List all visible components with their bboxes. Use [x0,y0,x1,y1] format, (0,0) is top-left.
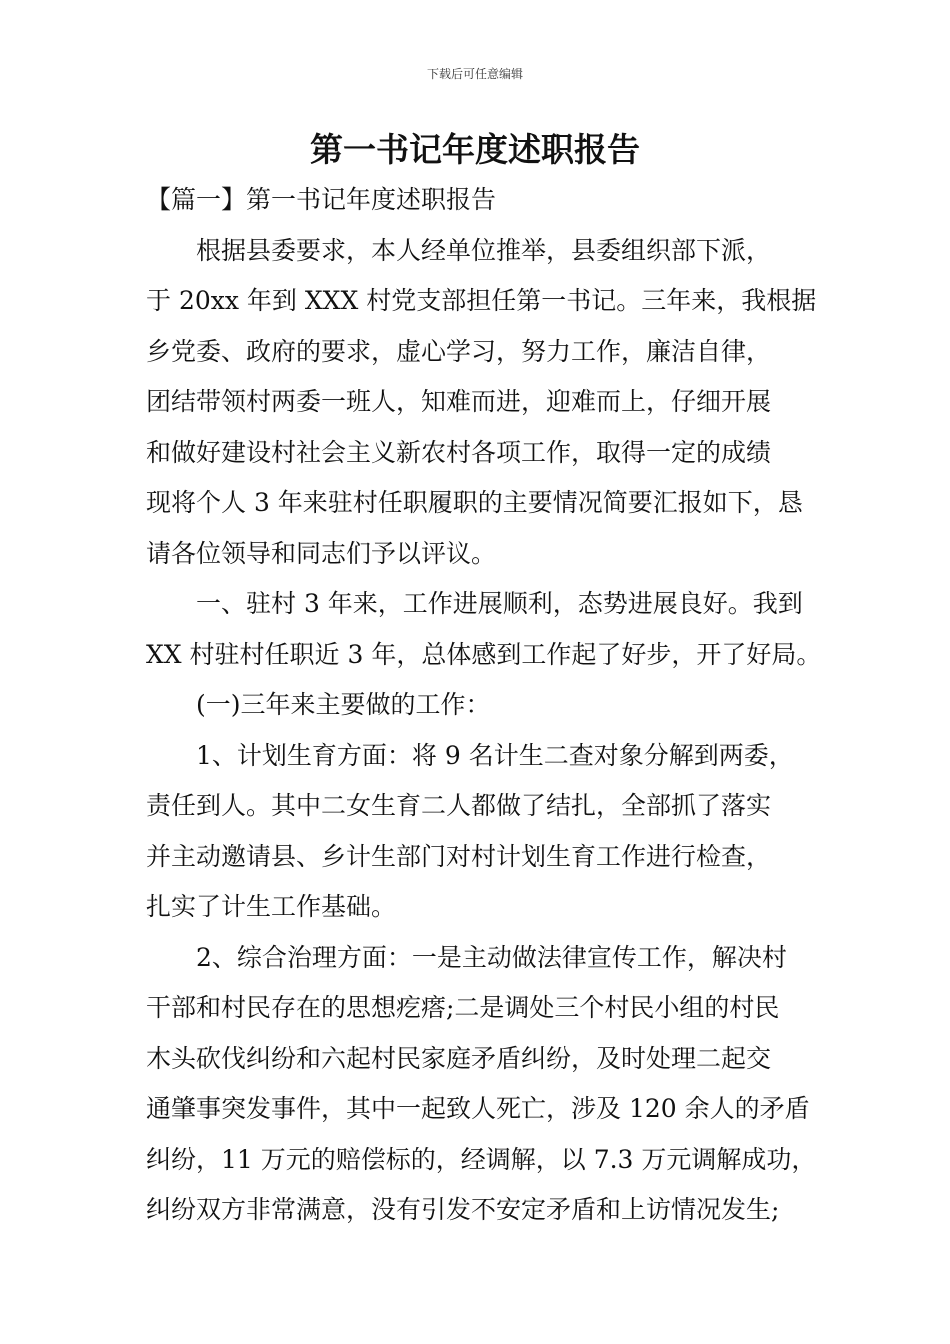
text-line: 扎实了计生工作基础。 [146,892,397,921]
text-line: 通肇事突发事件，其中一起致人死亡，涉及 120 余人的矛盾 [146,1094,810,1123]
text-line: 根据县委要求，本人经单位推举，县委组织部下派， [196,235,772,265]
text-line: 责任到人。其中二女生育二人都做了结扎，全部抓了落实 [146,791,772,820]
document-body [146,178,836,1239]
text-line: 一、驻村 3 年来，工作进展顺利，态势进展良好。我到 [196,589,803,618]
document-title: 第一书记年度述职报告 [310,130,640,169]
text-line: XX 村驻村任职近 3 年，总体感到工作起了好步，开了好局。 [146,639,822,669]
text-line: 并主动邀请县、乡计生部门对村计划生育工作进行检查， [146,841,772,871]
subsection-heading: (一)三年来主要做的工作： [196,690,491,719]
text-line: 和做好建设村社会主义新农村各项工作，取得一定的成绩 [146,437,772,467]
text-line: 1、计划生育方面：将 9 名计生二查对象分解到两委， [196,740,794,770]
text-line: 纠纷双方非常满意，没有引发不安定矛盾和上访情况发生; [146,1195,780,1224]
section-heading: 【篇一】第一书记年度述职报告 [146,185,497,214]
text-line: 木头砍伐纠纷和六起村民家庭矛盾纠纷，及时处理二起交 [146,1043,772,1073]
text-line: 干部和村民存在的思想疙瘩;二是调处三个村民小组的村民 [146,993,780,1022]
text-line: 2、综合治理方面：一是主动做法律宣传工作，解决村 [196,942,787,972]
header-note: 下载后可任意编辑 [426,67,523,81]
text-line: 现将个人 3 年来驻村任职履职的主要情况简要汇报如下，恳 [146,488,803,517]
text-line: 团结带领村两委一班人，知难而进，迎难而上，仔细开展 [146,387,772,416]
text-line: 于 20xx 年到 XXX 村党支部担任第一书记。三年来，我根据 [146,286,817,315]
text-line: 乡党委、政府的要求，虚心学习，努力工作，廉洁自律， [146,336,772,366]
text-line: 纠纷，11 万元的赔偿标的，经调解，以 7.3 万元调解成功， [146,1144,817,1174]
text-line: 请各位领导和同志们予以评议。 [146,538,497,568]
